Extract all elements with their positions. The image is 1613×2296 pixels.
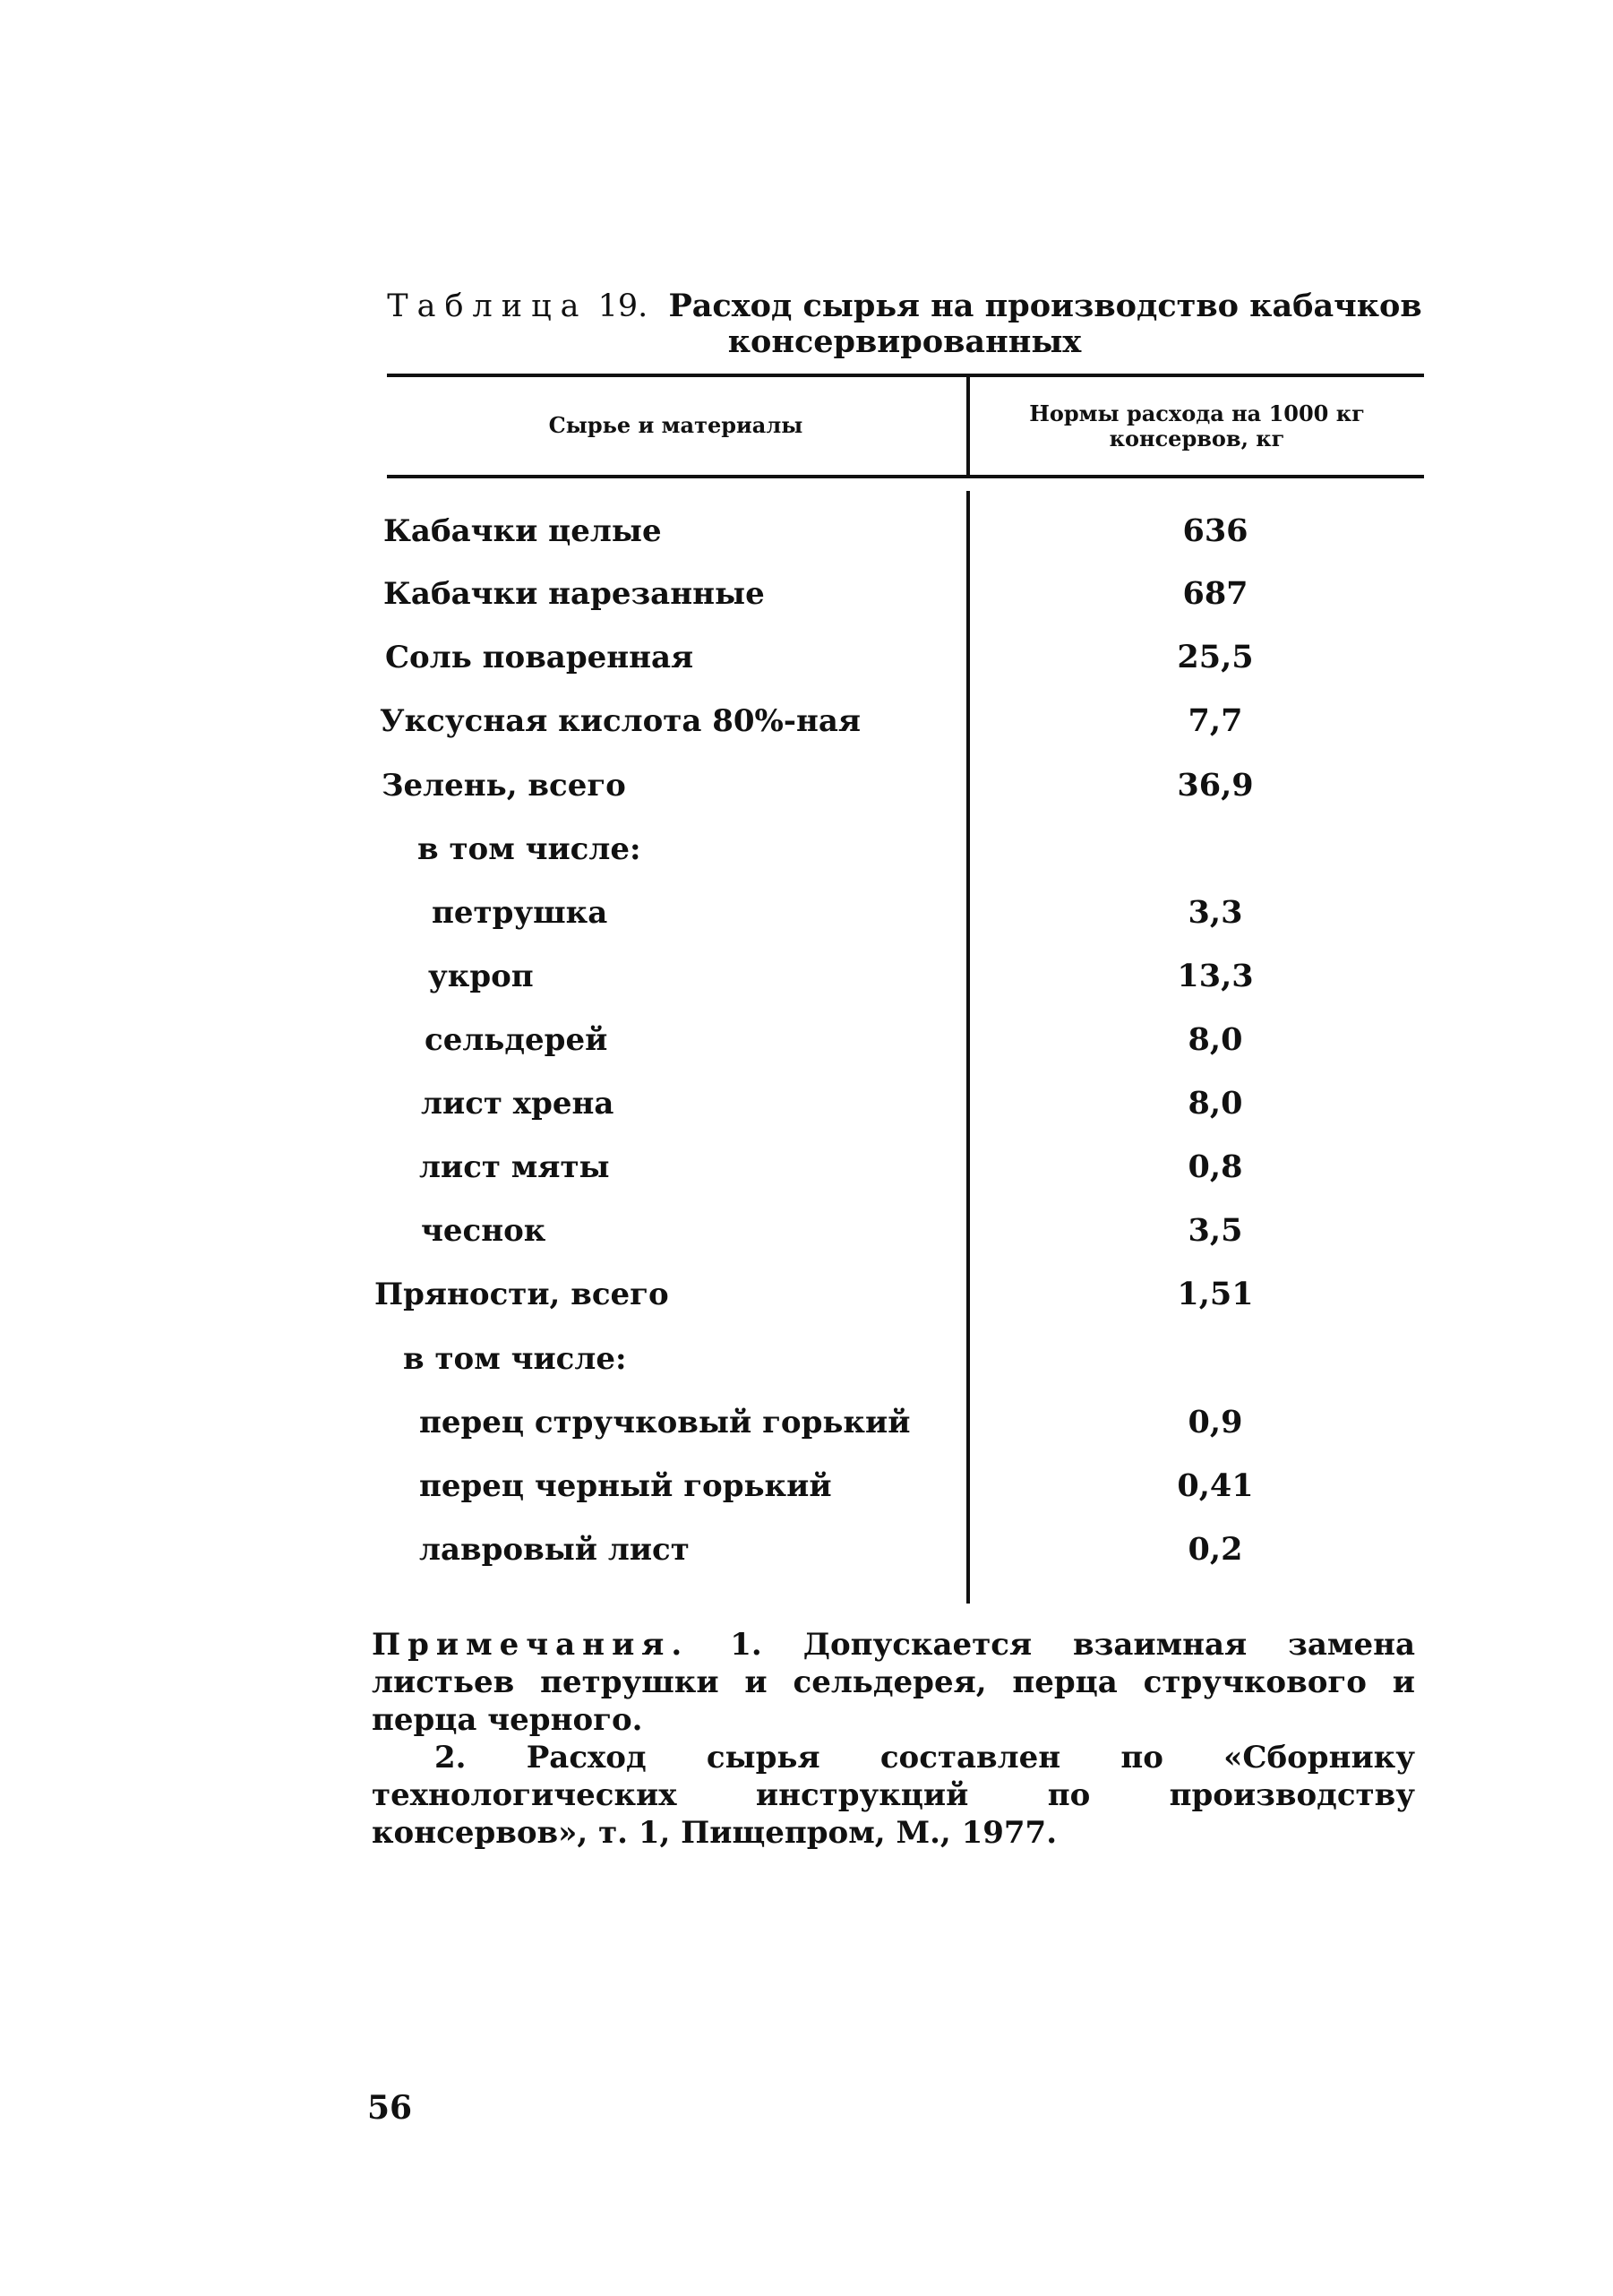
note-1 (372, 1626, 1415, 1739)
row-value: 0,2 (1188, 1531, 1243, 1568)
note-2: 2. Расход сырья составлен по «Сборнику технологических инструкций по производству консервов», т. 1, Пищепром, М., 1977. (372, 1740, 1415, 1851)
row-material: перец стручковый горький (419, 1405, 911, 1440)
row-value: 636 (1182, 512, 1248, 549)
row-value: 1,51 (1177, 1276, 1254, 1312)
table-caption (385, 288, 1424, 360)
row-value: 3,5 (1188, 1212, 1243, 1249)
row-value: 25,5 (1177, 639, 1254, 675)
row-material: Кабачки нарезанные (383, 576, 765, 612)
row-value: 36,9 (1177, 767, 1254, 804)
table-row (0, 1468, 1613, 1504)
row-value: 0,8 (1188, 1148, 1243, 1185)
page-number: 56 (367, 2089, 413, 2127)
row-material: Кабачки целые (383, 513, 662, 549)
table-row (0, 1532, 1613, 1568)
caption-label: Таблица (387, 288, 588, 324)
table-row (0, 1341, 1613, 1377)
row-material: в том числе: (417, 831, 641, 867)
caption-title: Расход сырья на производство кабачков (668, 288, 1422, 324)
row-material: Пряности, всего (374, 1277, 669, 1312)
table-row (0, 640, 1613, 675)
table-top-rule (387, 374, 1424, 377)
caption-number: 19. (597, 288, 648, 324)
row-material: сельдерей (425, 1022, 608, 1058)
row-material: перец черный горький (419, 1468, 832, 1504)
row-material: укроп (428, 959, 534, 994)
table-row (0, 1277, 1613, 1312)
row-material: Зелень, всего (382, 768, 626, 804)
row-value: 0,9 (1188, 1404, 1243, 1440)
row-value: 8,0 (1188, 1021, 1243, 1058)
table-row (0, 1149, 1613, 1185)
row-material: Уксусная кислота 80%-ная (380, 703, 862, 739)
table-row (0, 576, 1613, 612)
column-header-materials: Сырье и материалы (548, 412, 803, 438)
column-header-norms-line-2: консервов, кг (1109, 426, 1285, 451)
row-value: 3,3 (1188, 894, 1243, 931)
caption-line-1 (385, 288, 1424, 324)
table-row (0, 703, 1613, 739)
note-1-text: 1. Допускается взаимная замена листьев петрушки и сельдерея, перца стручкового и перца черного. (372, 1627, 1415, 1738)
notes-label: Примечания. (372, 1627, 690, 1663)
row-material: лавровый лист (419, 1532, 690, 1568)
row-material: петрушка (432, 895, 608, 931)
row-value: 687 (1182, 575, 1248, 612)
row-material: чеснок (421, 1213, 546, 1249)
column-header-norms-line-1: Нормы расхода на 1000 кг (1029, 400, 1365, 426)
row-material: лист хрена (421, 1086, 614, 1122)
caption-title-line-2: консервированных (727, 323, 1082, 360)
table-row (0, 1022, 1613, 1058)
table-row (0, 895, 1613, 931)
table-header-rule (387, 475, 1424, 478)
table-row (0, 1213, 1613, 1249)
table-notes (372, 1626, 1415, 1852)
row-material: лист мяты (419, 1149, 610, 1185)
row-value: 13,3 (1177, 958, 1254, 994)
table-row (0, 1405, 1613, 1440)
table-row (0, 831, 1613, 867)
row-value: 8,0 (1188, 1085, 1243, 1122)
row-value: 7,7 (1188, 702, 1243, 739)
table-row (0, 513, 1613, 549)
table-row (0, 768, 1613, 804)
table-row (0, 959, 1613, 994)
row-material: Соль поваренная (385, 640, 694, 675)
row-value: 0,41 (1177, 1467, 1254, 1504)
table-row (0, 1086, 1613, 1122)
row-material: в том числе: (403, 1341, 627, 1377)
column-header-norms (970, 401, 1424, 451)
